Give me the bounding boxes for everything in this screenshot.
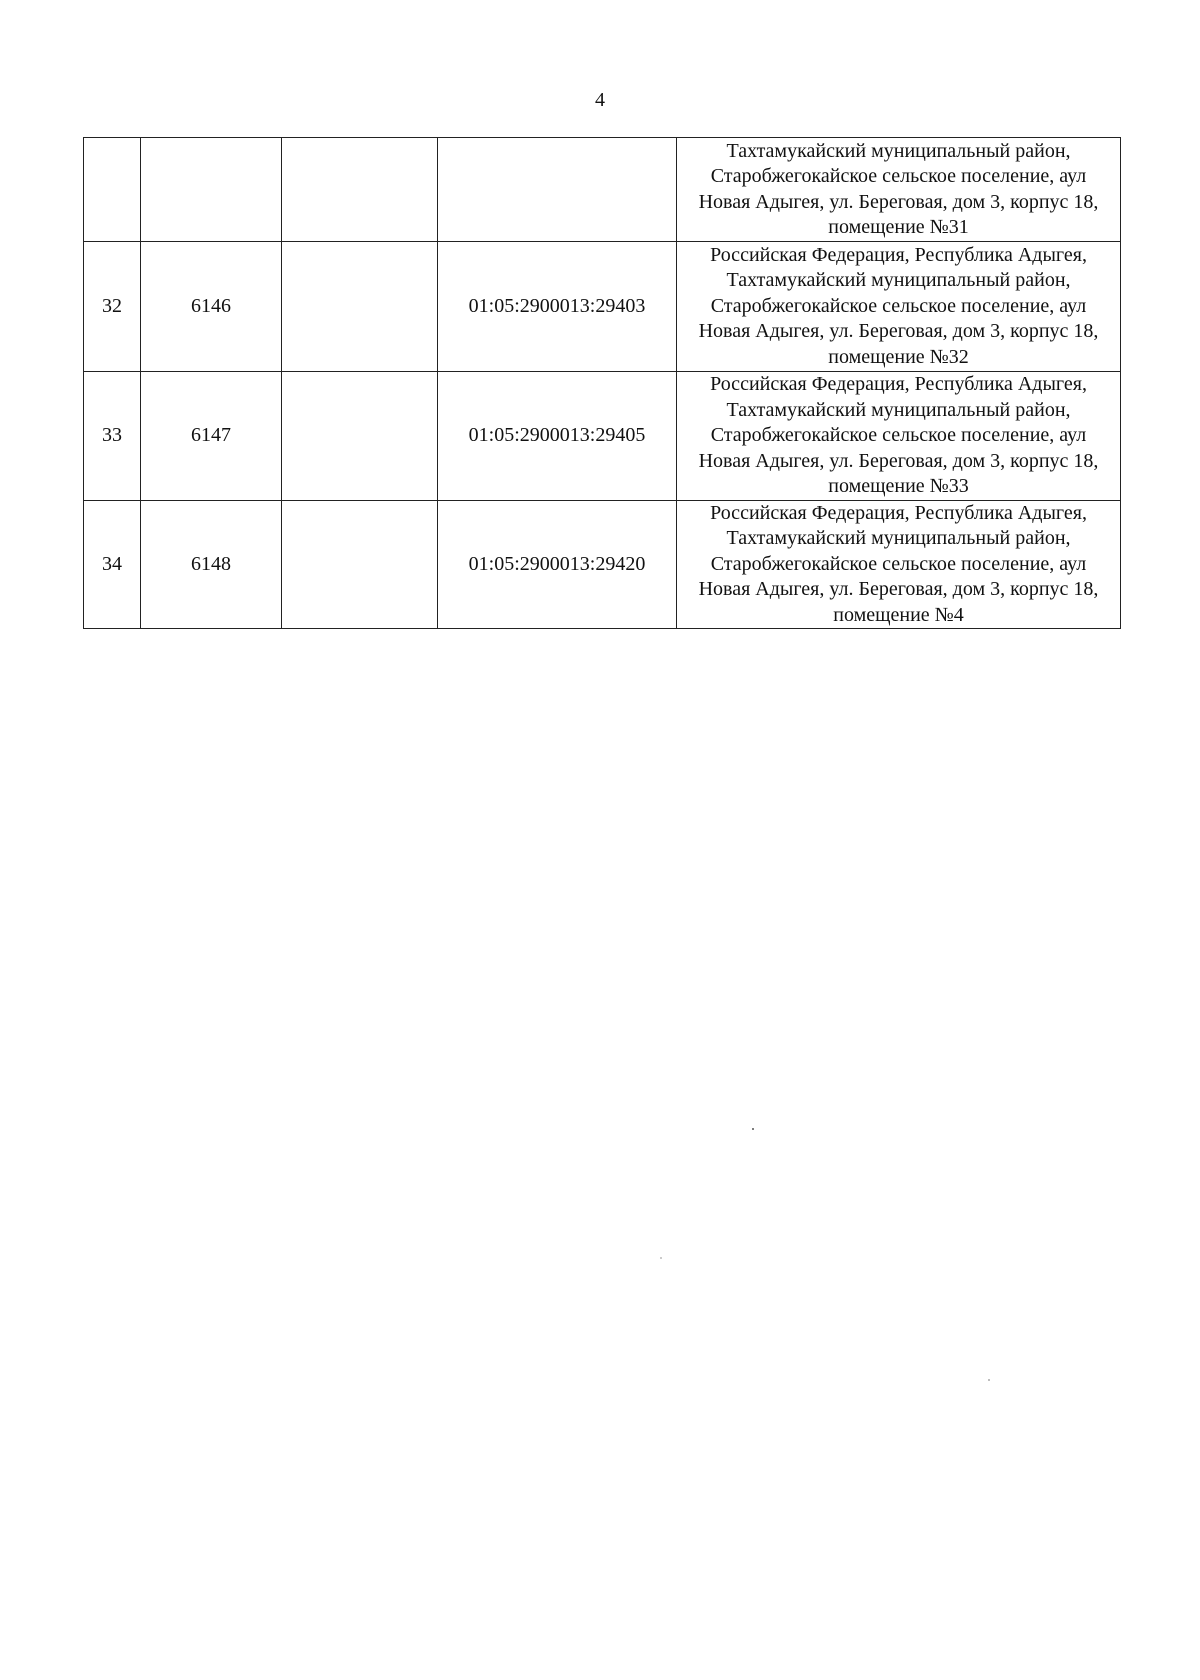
address-line: помещение №32	[828, 345, 969, 368]
table-row	[84, 138, 1121, 242]
address-line: Тахтамукайский муниципальный район,	[726, 398, 1071, 421]
empty-cell	[282, 500, 438, 629]
scan-speck	[660, 1257, 662, 1259]
cadastral-number-cell: 01:05:2900013:29420	[438, 500, 677, 629]
address-cell	[677, 138, 1121, 242]
address-line: помещение №33	[828, 475, 969, 497]
address-line: Новая Адыгея, ул. Береговая, дом 3, корпус 18,	[698, 578, 1099, 600]
address-cell	[677, 500, 1121, 629]
page-number: 4	[595, 89, 605, 111]
address-cell	[677, 372, 1121, 501]
object-code-cell	[141, 138, 282, 242]
address-line: Тахтамукайский муниципальный район,	[726, 527, 1071, 549]
object-code-cell: 6147	[141, 372, 282, 501]
table-row	[84, 372, 1121, 501]
row-number-cell	[84, 138, 141, 242]
address-line: Тахтамукайский муниципальный район,	[726, 269, 1071, 292]
empty-cell	[282, 372, 438, 501]
registry-table	[83, 137, 1121, 629]
address-line: Российская Федерация, Республика Адыгея,	[710, 373, 1087, 395]
address-line: Российская Федерация, Республика Адыгея,	[710, 501, 1087, 524]
address-line: Тахтамукайский муниципальный район,	[726, 139, 1071, 162]
row-number-cell: 32	[84, 242, 141, 372]
table-row	[84, 500, 1121, 629]
address-cell	[677, 242, 1121, 372]
empty-cell	[282, 138, 438, 242]
object-code-cell: 6146	[141, 242, 282, 372]
row-number-cell: 34	[84, 500, 141, 629]
address-line: помещение №31	[828, 216, 969, 238]
table-row	[84, 242, 1121, 372]
cadastral-number-cell: 01:05:2900013:29403	[438, 242, 677, 372]
scan-speck	[988, 1379, 990, 1381]
empty-cell	[282, 242, 438, 372]
scan-speck	[752, 1128, 754, 1130]
row-number-cell: 33	[84, 372, 141, 501]
address-line: Старобжегокайское сельское поселение, аул	[710, 424, 1087, 446]
address-line: Старобжегокайское сельское поселение, аул	[710, 552, 1087, 575]
address-line: Российская Федерация, Республика Адыгея,	[710, 243, 1087, 266]
cadastral-number-cell	[438, 138, 677, 242]
address-line: Новая Адыгея, ул. Береговая, дом 3, корпус 18,	[698, 449, 1099, 472]
object-code-cell: 6148	[141, 500, 282, 629]
address-line: Старобжегокайское сельское поселение, аул	[710, 294, 1087, 317]
address-line: Старобжегокайское сельское поселение, аул	[710, 165, 1087, 187]
address-line: Новая Адыгея, ул. Береговая, дом 3, корпус 18,	[698, 190, 1099, 213]
cadastral-number-cell: 01:05:2900013:29405	[438, 372, 677, 501]
address-line: помещение №4	[833, 603, 964, 626]
address-line: Новая Адыгея, ул. Береговая, дом 3, корпус 18,	[698, 320, 1099, 343]
